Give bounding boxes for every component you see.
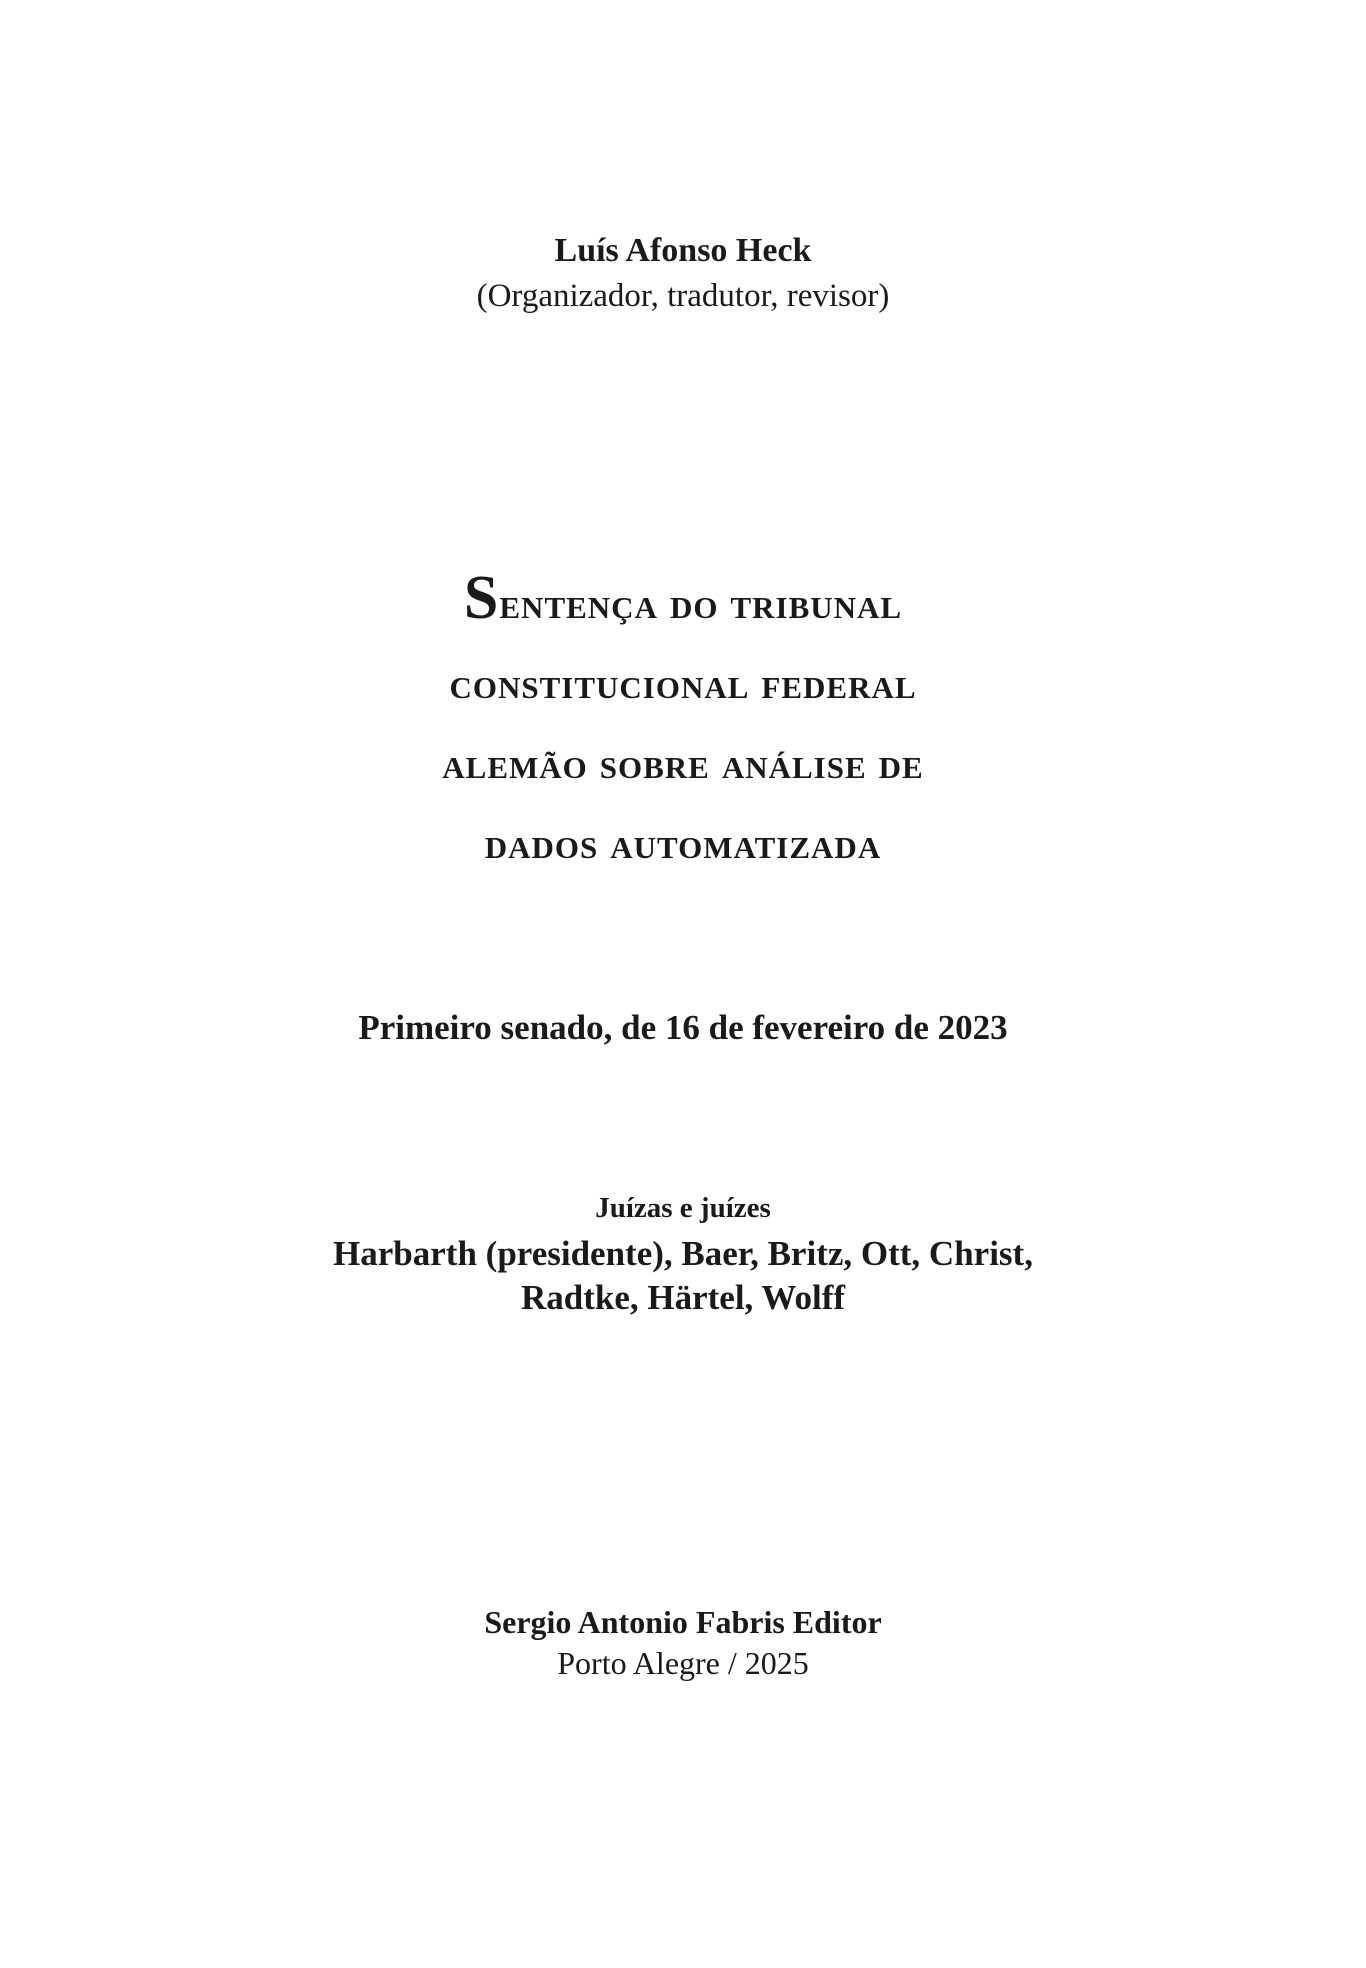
judges-line-2: Radtke, Härtel, Wolff — [520, 1278, 846, 1317]
place-year: Porto Alegre / 2025 — [557, 1645, 809, 1681]
author-role: (Organizador, tradutor, revisor) — [476, 278, 890, 314]
title-line-2: constitucional federal — [449, 659, 917, 708]
title-line-1 — [0, 558, 1366, 644]
judges-line-1: Harbarth (presidente), Baer, Britz, Ott, Christ, — [333, 1234, 1033, 1273]
publisher-name: Sergio Antonio Fabris Editor — [484, 1604, 882, 1640]
title-line-1-rest: entença do tribunal — [499, 579, 903, 628]
judges-list — [0, 1232, 1366, 1320]
author-name: Luís Afonso Heck — [554, 232, 812, 269]
title-line-3: alemão sobre análise de — [442, 739, 924, 788]
title-line-4: dados automatizada — [484, 819, 882, 868]
judges-heading: Juízas e juízes — [595, 1192, 771, 1224]
session-date: Primeiro senado, de 16 de fevereiro de 2023 — [358, 1008, 1008, 1047]
title-initial: S — [463, 564, 500, 632]
book-title — [0, 558, 1366, 884]
